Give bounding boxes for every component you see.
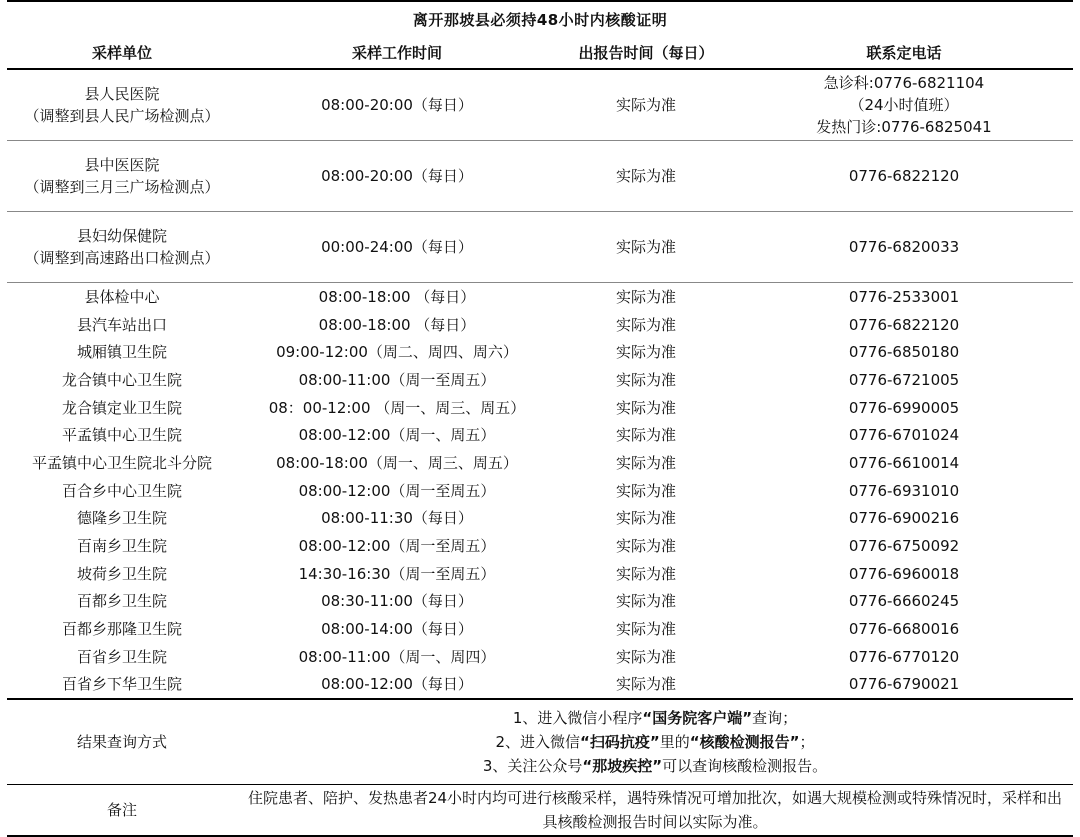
report-cell: 实际为准: [615, 509, 676, 528]
table-row: [7, 141, 1073, 212]
table-row: [7, 283, 1073, 311]
report-cell: 实际为准: [557, 141, 735, 212]
table-row: [7, 421, 1073, 449]
phone-cell: 0776-6680016: [848, 620, 960, 639]
phone-cell: 0776-2533001: [848, 287, 960, 306]
report-cell: 实际为准: [615, 426, 676, 445]
query-row: [7, 699, 1073, 785]
unit-cell: 城厢镇卫生院: [76, 343, 167, 362]
phone-cell: [735, 69, 1073, 141]
time-cell: 08:00-11:00（周一至周五）: [298, 370, 496, 389]
sheet-title: 离开那坡县必须持48小时内核酸证明: [7, 1, 1073, 38]
phone-cell: 0776-6931010: [848, 481, 960, 500]
phone-cell: 0776-6790021: [735, 671, 1073, 700]
remark-text: 住院患者、陪护、发热患者24小时内均可进行核酸采样，遇特殊情况可增加批次，如遇大规模检测或特殊情况时，采样和出具核酸检测报告时间以实际为准。: [237, 785, 1073, 837]
table-row: [7, 532, 1073, 560]
table-row: [7, 671, 1073, 700]
table-row: [7, 366, 1073, 394]
table-row: [7, 311, 1073, 339]
unit-cell: 县体检中心: [84, 287, 160, 306]
report-cell: 实际为准: [615, 647, 676, 666]
time-cell: 08:00-14:00（每日）: [321, 620, 473, 639]
table-row: [7, 643, 1073, 671]
report-cell: 实际为准: [615, 481, 676, 500]
query-text: 里的: [659, 733, 690, 752]
header-phone: 联系定电话: [735, 38, 1073, 69]
unit-cell: [7, 141, 237, 212]
phone-cell: 0776-6820033: [735, 212, 1073, 283]
unit-note: （调整到县人民广场检测点）: [24, 107, 220, 125]
table-row: [7, 588, 1073, 616]
remark-row: [7, 785, 1073, 837]
time-cell: 08:00-18:00（周一、周三、周五）: [276, 453, 518, 472]
query-text: 1、进入微信小程序: [512, 709, 643, 728]
query-highlight: “扫码抗疫”: [580, 733, 660, 752]
header-report: 出报告时间（每日）: [557, 38, 735, 69]
remark-label: 备注: [7, 785, 237, 837]
table-row: [7, 69, 1073, 141]
unit-cell: 县汽车站出口: [76, 315, 167, 334]
table-row: [7, 449, 1073, 477]
table-row: [7, 505, 1073, 533]
query-text: 查询；: [752, 709, 798, 728]
report-cell: 实际为准: [615, 537, 676, 556]
table-row: [7, 477, 1073, 505]
time-cell: 08:00-12:00（周一至周五）: [298, 481, 496, 500]
unit-name: 县人民医院: [84, 85, 160, 103]
phone-cell: 0776-6822120: [848, 315, 960, 334]
query-label: 结果查询方式: [7, 699, 237, 785]
title-row: [7, 1, 1073, 38]
table-row: [7, 212, 1073, 283]
unit-cell: 德隆乡卫生院: [76, 509, 167, 528]
testing-schedule-table: [7, 0, 1073, 837]
report-cell: 实际为准: [557, 69, 735, 141]
report-cell: 实际为准: [615, 370, 676, 389]
query-methods: [237, 699, 1073, 785]
report-cell: 实际为准: [615, 343, 676, 362]
header-unit: 采样单位: [7, 38, 237, 69]
unit-cell: 龙合镇定业卫生院: [61, 398, 182, 417]
unit-cell: 百省乡卫生院: [76, 647, 167, 666]
header-time: 采样工作时间: [237, 38, 557, 69]
header-row: [7, 38, 1073, 69]
report-cell: 实际为准: [615, 592, 676, 611]
query-text: 2、进入微信: [495, 733, 581, 752]
table-row: [7, 560, 1073, 588]
query-highlight: “核酸检测报告”: [689, 733, 800, 752]
phone-cell: 0776-6721005: [848, 370, 960, 389]
query-text: 3、关注公众号: [482, 757, 583, 776]
unit-cell: [7, 212, 237, 283]
time-cell: 08：00-12:00 （周一、周三、周五）: [268, 398, 526, 417]
unit-cell: 平孟镇中心卫生院: [61, 426, 182, 445]
phone-cell: 0776-6770120: [848, 647, 960, 666]
table-row: [7, 615, 1073, 643]
time-cell: 08:00-12:00（每日）: [237, 671, 557, 700]
unit-cell: 百都乡卫生院: [76, 592, 167, 611]
report-cell: 实际为准: [557, 671, 735, 700]
unit-cell: 坡荷乡卫生院: [76, 564, 167, 583]
unit-cell: 百都乡那隆卫生院: [61, 620, 182, 639]
report-cell: 实际为准: [615, 620, 676, 639]
unit-cell: 龙合镇中心卫生院: [61, 370, 182, 389]
phone-line: （24小时值班）: [849, 96, 959, 114]
table-row: [7, 338, 1073, 366]
phone-cell: 0776-6822120: [735, 141, 1073, 212]
time-cell: 08:00-11:00（周一、周四）: [298, 647, 496, 666]
query-line-2: [237, 730, 1073, 754]
time-cell: 08:00-12:00（周一至周五）: [298, 537, 496, 556]
query-line-1: [237, 706, 1073, 730]
unit-name: 县妇幼保健院: [76, 227, 167, 245]
query-line-3: [237, 754, 1073, 778]
query-highlight: “那坡疾控”: [582, 757, 663, 776]
report-cell: 实际为准: [615, 453, 676, 472]
phone-cell: 0776-6750092: [848, 537, 960, 556]
query-text: 可以查询核酸检测报告。: [662, 757, 828, 776]
phone-cell: 0776-6990005: [848, 398, 960, 417]
table-row: [7, 394, 1073, 422]
unit-cell: 百合乡中心卫生院: [61, 481, 182, 500]
time-cell: 08:00-18:00 （每日）: [318, 287, 476, 306]
report-cell: 实际为准: [557, 212, 735, 283]
report-cell: 实际为准: [615, 398, 676, 417]
time-cell: 08:00-11:30（每日）: [321, 509, 473, 528]
query-text: ；: [799, 733, 815, 752]
time-cell: 09:00-12:00（周二、周四、周六）: [276, 343, 518, 362]
unit-cell: 百南乡卫生院: [76, 537, 167, 556]
phone-cell: 0776-6850180: [848, 343, 960, 362]
time-cell: 14:30-16:30（周一至周五）: [298, 564, 496, 583]
time-cell: 08:00-18:00 （每日）: [318, 315, 476, 334]
time-cell: 00:00-24:00（每日）: [237, 212, 557, 283]
time-cell: 08:00-20:00（每日）: [237, 141, 557, 212]
report-cell: 实际为准: [615, 564, 676, 583]
phone-line: 急诊科:0776-6821104: [823, 74, 985, 92]
phone-cell: 0776-6610014: [848, 453, 960, 472]
time-cell: 08:00-20:00（每日）: [237, 69, 557, 141]
time-cell: 08:30-11:00（每日）: [321, 592, 473, 611]
phone-cell: 0776-6900216: [848, 509, 960, 528]
unit-cell: 平孟镇中心卫生院北斗分院: [31, 453, 212, 472]
time-cell: 08:00-12:00（周一、周五）: [298, 426, 496, 445]
phone-cell: 0776-6960018: [848, 564, 960, 583]
query-highlight: “国务院客户端”: [642, 709, 753, 728]
phone-cell: 0776-6701024: [848, 426, 960, 445]
phone-cell: 0776-6660245: [848, 592, 960, 611]
report-cell: 实际为准: [615, 315, 676, 334]
phone-line: 发热门诊:0776-6825041: [816, 118, 992, 136]
unit-cell: [7, 69, 237, 141]
unit-note: （调整到高速路出口检测点）: [24, 249, 220, 267]
unit-note: （调整到三月三广场检测点）: [24, 178, 220, 196]
unit-name: 县中医医院: [84, 156, 160, 174]
report-cell: 实际为准: [615, 287, 676, 306]
unit-cell: 百省乡下华卫生院: [7, 671, 237, 700]
